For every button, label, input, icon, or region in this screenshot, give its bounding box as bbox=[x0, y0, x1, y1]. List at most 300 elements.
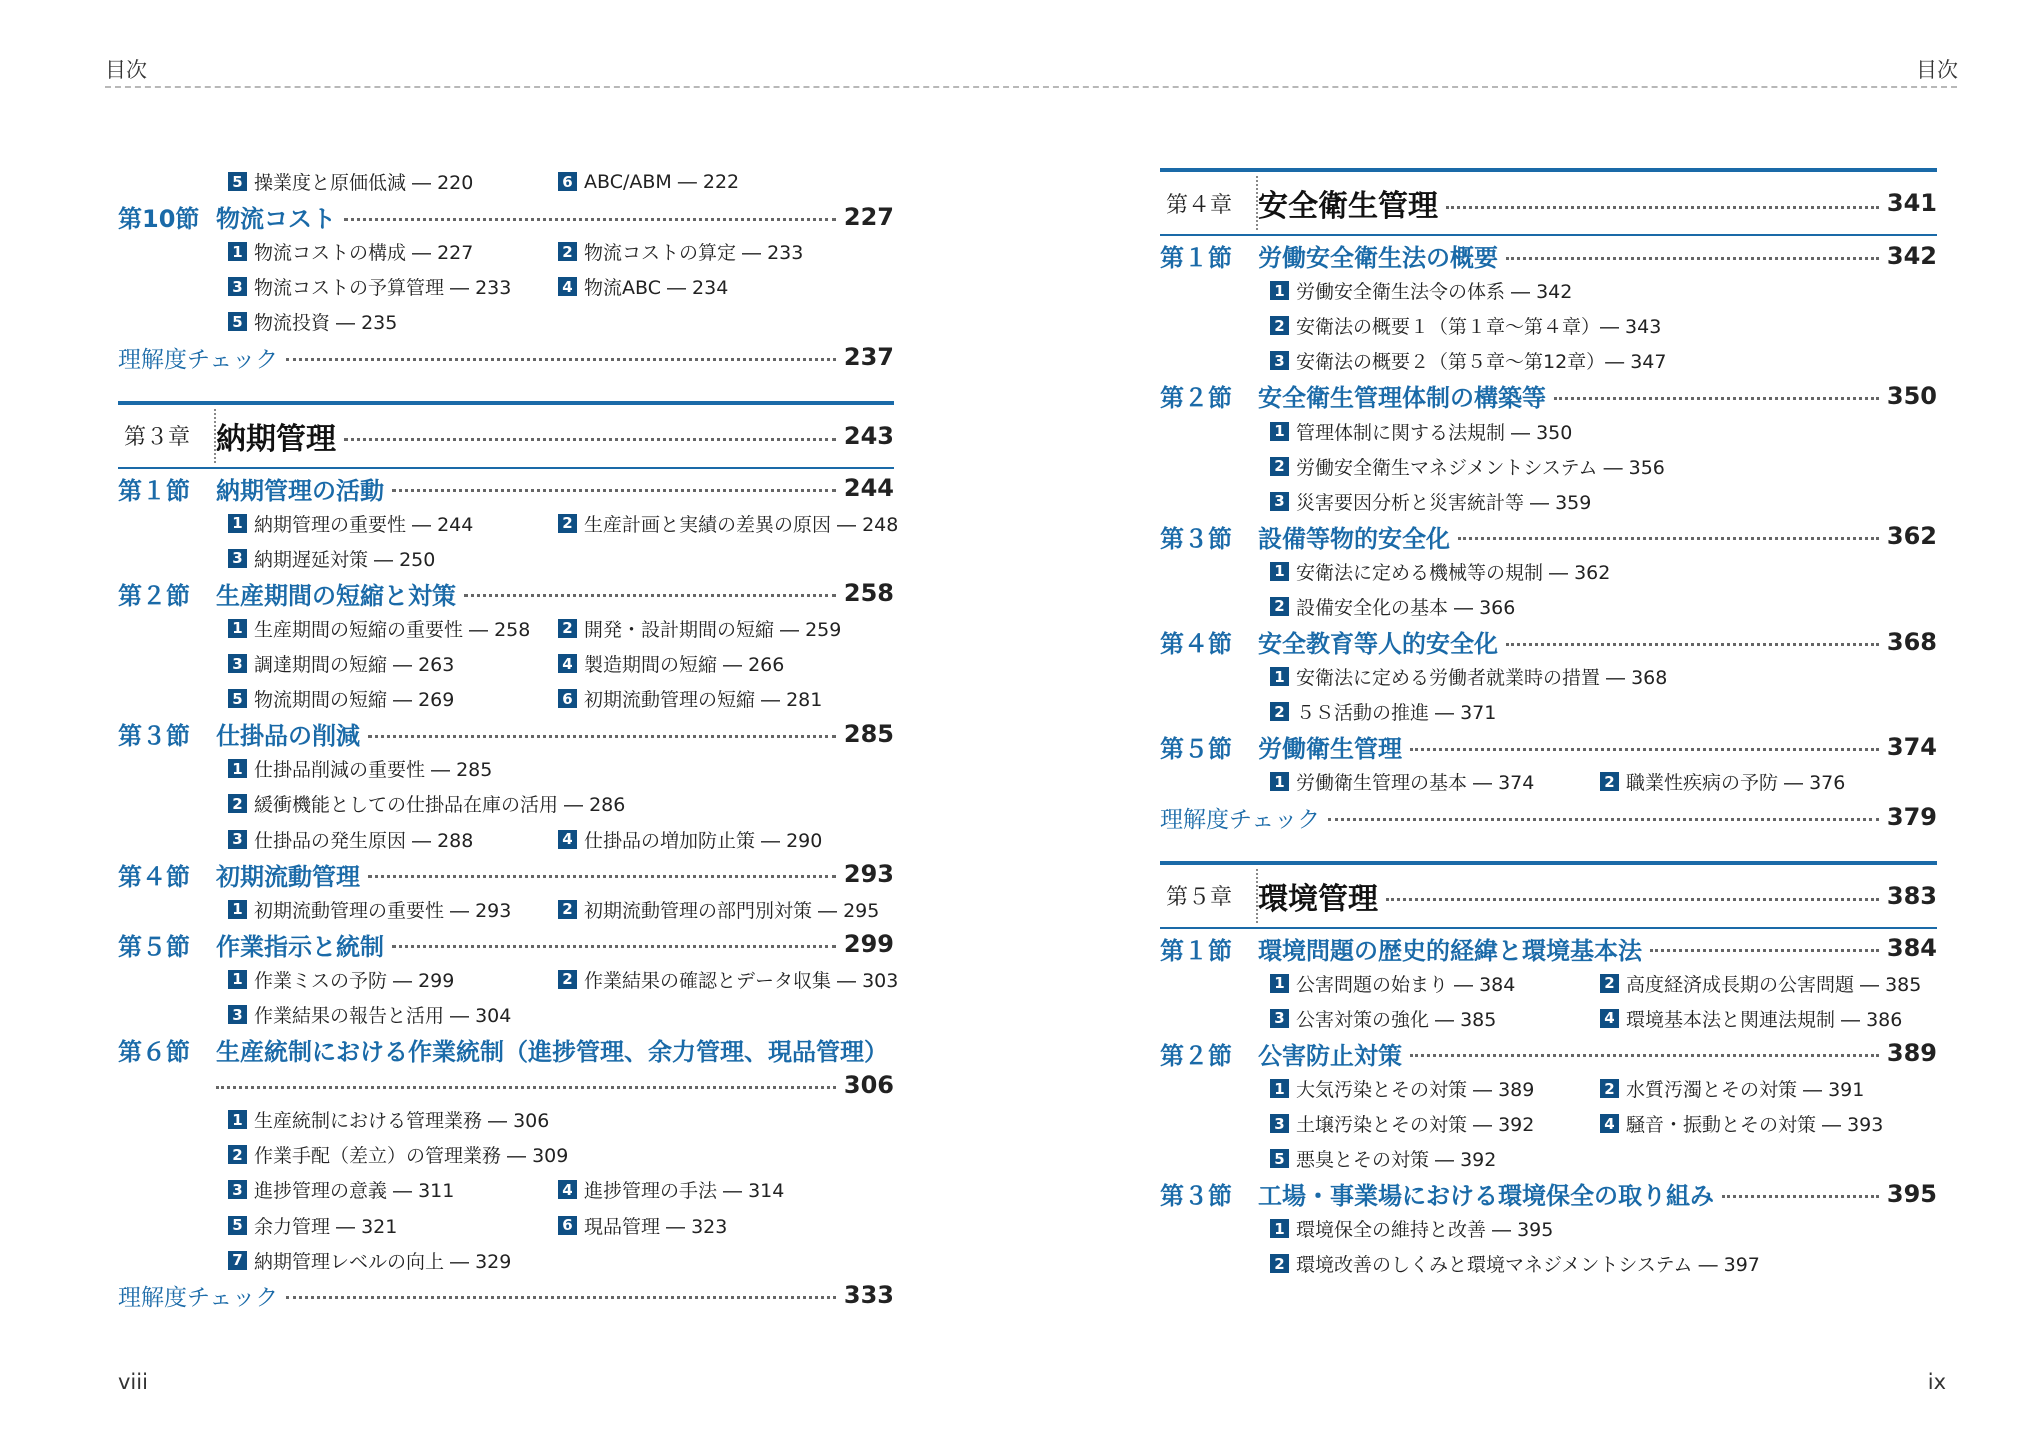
chapter-number: 第５章 bbox=[1166, 885, 1233, 911]
number-badge: 2 bbox=[1270, 597, 1289, 616]
section-number: 第２節 bbox=[1160, 1041, 1232, 1070]
subsection-item[interactable] bbox=[1270, 698, 1600, 725]
subsection-item[interactable] bbox=[228, 650, 558, 677]
chapter-divider bbox=[214, 409, 216, 463]
dot-leader bbox=[1410, 1054, 1879, 1057]
section-number: 第３節 bbox=[118, 722, 190, 751]
subsection-row bbox=[1160, 1141, 1937, 1176]
number-badge: 1 bbox=[228, 970, 247, 989]
section-entry[interactable] bbox=[1160, 378, 1937, 413]
subsection-label: 設備安全化の基本 ― 366 bbox=[1296, 596, 1516, 619]
subsection-label: 調達期間の短縮 ― 263 bbox=[254, 654, 455, 677]
subsection-item[interactable] bbox=[1600, 1005, 1902, 1032]
subsection-row bbox=[1160, 1246, 1937, 1281]
subsection-label: 公害問題の始まり ― 384 bbox=[1296, 973, 1516, 996]
subsection-row bbox=[118, 681, 894, 716]
subsection-row bbox=[1160, 1106, 1937, 1141]
subsection-item[interactable] bbox=[1270, 312, 1662, 339]
subsection-item[interactable] bbox=[228, 826, 558, 853]
subsection-label: ５Ｓ活動の推進 ― 371 bbox=[1296, 702, 1497, 725]
section-number: 第２節 bbox=[1160, 384, 1232, 413]
section-entry[interactable] bbox=[118, 927, 894, 962]
subsection-label: 作業ミスの予防 ― 299 bbox=[254, 969, 455, 992]
subsection-label: 仕掛品削減の重要性 ― 285 bbox=[254, 759, 493, 782]
number-badge: 2 bbox=[558, 900, 577, 919]
subsection-row bbox=[118, 997, 894, 1032]
subsection-item[interactable] bbox=[558, 826, 822, 853]
subsection-label: 物流コストの算定 ― 233 bbox=[584, 242, 804, 265]
section-entry[interactable] bbox=[1160, 624, 1937, 659]
subsection-item[interactable] bbox=[228, 1212, 558, 1239]
page-number: 258 bbox=[843, 579, 894, 608]
dot-leader bbox=[392, 945, 836, 948]
subsection-item[interactable] bbox=[228, 755, 558, 782]
subsection-item[interactable] bbox=[558, 1176, 784, 1203]
number-badge: 1 bbox=[1270, 281, 1289, 300]
number-badge: 6 bbox=[558, 1216, 577, 1235]
number-badge: 2 bbox=[228, 794, 247, 813]
subsection-item[interactable] bbox=[1600, 1075, 1864, 1102]
page-number: 237 bbox=[843, 343, 894, 372]
subsection-row bbox=[1160, 343, 1937, 378]
subsection-row bbox=[118, 646, 894, 681]
subsection-label: 初期流動管理の部門別対策 ― 295 bbox=[584, 899, 880, 922]
number-badge: 4 bbox=[558, 1180, 577, 1199]
chapter-heading[interactable] bbox=[1160, 168, 1937, 236]
subsection-item[interactable] bbox=[1270, 488, 1600, 515]
subsection-item[interactable] bbox=[228, 1106, 558, 1133]
subsection-label: 労働安全衛生マネジメントシステム ― 356 bbox=[1296, 456, 1665, 479]
subsection-label: ABC/ABM ― 222 bbox=[584, 170, 740, 193]
subsection-item[interactable] bbox=[558, 1212, 727, 1239]
subsection-item[interactable] bbox=[228, 1001, 558, 1028]
number-badge: 5 bbox=[228, 1216, 247, 1235]
subsection-label: 物流コストの予算管理 ― 233 bbox=[254, 277, 512, 300]
subsection-item[interactable] bbox=[228, 790, 625, 817]
subsection-row bbox=[1160, 659, 1937, 694]
number-badge: 1 bbox=[1270, 422, 1289, 441]
subsection-label: 仕掛品の増加防止策 ― 290 bbox=[584, 829, 823, 852]
subsection-item[interactable] bbox=[228, 168, 558, 195]
subsection-row bbox=[1160, 484, 1937, 519]
running-head-right: 目次 bbox=[1916, 58, 1958, 82]
section-entry[interactable] bbox=[118, 471, 894, 506]
subsection-item[interactable] bbox=[1600, 1110, 1883, 1137]
number-badge: 6 bbox=[558, 172, 577, 191]
check-label: 理解度チェック bbox=[118, 1284, 279, 1311]
subsection-row bbox=[1160, 1001, 1937, 1036]
check-label: 理解度チェック bbox=[1160, 806, 1321, 833]
subsection-item[interactable] bbox=[558, 238, 803, 265]
subsection-row bbox=[1160, 1071, 1937, 1106]
subsection-item[interactable] bbox=[1270, 277, 1600, 304]
number-badge: 2 bbox=[558, 970, 577, 989]
number-badge: 1 bbox=[228, 900, 247, 919]
section-entry[interactable] bbox=[1160, 931, 1937, 966]
number-badge: 3 bbox=[228, 654, 247, 673]
number-badge: 4 bbox=[1600, 1114, 1619, 1133]
dot-leader bbox=[1458, 537, 1879, 540]
subsection-row bbox=[1160, 966, 1937, 1001]
subsection-item[interactable] bbox=[228, 896, 558, 923]
subsection-item[interactable] bbox=[228, 545, 558, 572]
subsection-item[interactable] bbox=[558, 171, 739, 193]
section-title: 労働安全衛生法の概要 bbox=[1258, 244, 1498, 273]
section-number: 第３節 bbox=[1160, 1182, 1232, 1211]
subsection-label: 安衛法に定める労働者就業時の措置 ― 368 bbox=[1296, 667, 1668, 690]
number-badge: 2 bbox=[1270, 316, 1289, 335]
number-badge: 2 bbox=[558, 619, 577, 638]
subsection-item[interactable] bbox=[558, 510, 898, 537]
subsection-row bbox=[118, 164, 894, 199]
number-badge: 2 bbox=[1600, 974, 1619, 993]
subsection-label: 開発・設計期間の短縮 ― 259 bbox=[584, 618, 842, 641]
subsection-item[interactable] bbox=[228, 685, 558, 712]
page-number: 333 bbox=[843, 1281, 894, 1310]
check-label: 理解度チェック bbox=[118, 346, 279, 373]
section-title: 生産期間の短縮と対策 bbox=[216, 581, 456, 610]
subsection-item[interactable] bbox=[228, 966, 558, 993]
section-number: 第６節 bbox=[118, 1038, 190, 1067]
page-folio-right: ix bbox=[1927, 1370, 1946, 1394]
page-number: 299 bbox=[843, 930, 894, 959]
section-entry[interactable] bbox=[118, 716, 894, 751]
subsection-row bbox=[118, 1208, 894, 1243]
section-entry[interactable] bbox=[118, 576, 894, 611]
subsection-label: 大気汚染とその対策 ― 389 bbox=[1296, 1079, 1535, 1102]
subsection-item[interactable] bbox=[1270, 970, 1600, 997]
number-badge: 5 bbox=[228, 312, 247, 331]
section-title: 環境問題の歴史的経緯と環境基本法 bbox=[1258, 936, 1642, 965]
subsection-row bbox=[118, 1172, 894, 1207]
section-entry-continuation[interactable] bbox=[118, 1067, 894, 1102]
section-number: 第１節 bbox=[1160, 936, 1232, 965]
subsection-item[interactable] bbox=[1270, 1005, 1600, 1032]
number-badge: 1 bbox=[1270, 1079, 1289, 1098]
section-number: 第３節 bbox=[1160, 524, 1232, 553]
number-badge: 1 bbox=[1270, 974, 1289, 993]
subsection-label: 物流ABC ― 234 bbox=[584, 277, 729, 300]
subsection-item[interactable] bbox=[1600, 970, 1921, 997]
dot-leader bbox=[1386, 898, 1879, 901]
subsection-row bbox=[118, 786, 894, 821]
subsection-row bbox=[118, 269, 894, 304]
page-number: 350 bbox=[1886, 381, 1937, 410]
subsection-label: 生産統制における管理業務 ― 306 bbox=[254, 1110, 550, 1133]
section-number: 第５節 bbox=[1160, 735, 1232, 764]
subsection-item[interactable] bbox=[558, 615, 841, 642]
subsection-row bbox=[118, 822, 894, 857]
subsection-item[interactable] bbox=[1600, 768, 1845, 795]
dot-leader bbox=[368, 875, 836, 878]
subsection-row bbox=[118, 304, 894, 339]
subsection-row bbox=[1160, 308, 1937, 343]
subsection-item[interactable] bbox=[228, 1247, 558, 1274]
dot-leader bbox=[216, 1086, 836, 1089]
subsection-item[interactable] bbox=[1270, 1250, 1760, 1277]
page-number: 384 bbox=[1886, 934, 1937, 963]
dot-leader bbox=[368, 735, 836, 738]
section-entry[interactable] bbox=[1160, 1176, 1937, 1211]
subsection-item[interactable] bbox=[1270, 663, 1668, 690]
subsection-row bbox=[118, 506, 899, 541]
subsection-item[interactable] bbox=[558, 966, 898, 993]
page-number: 244 bbox=[843, 474, 894, 503]
subsection-label: 物流コストの構成 ― 227 bbox=[254, 242, 474, 265]
subsection-row bbox=[118, 1243, 894, 1278]
subsection-label: 納期管理レベルの向上 ― 329 bbox=[254, 1250, 512, 1273]
dot-leader bbox=[1722, 1195, 1879, 1198]
subsection-row bbox=[1160, 413, 1937, 448]
number-badge: 3 bbox=[228, 549, 247, 568]
number-badge: 2 bbox=[558, 514, 577, 533]
number-badge: 5 bbox=[228, 689, 247, 708]
subsection-label: 余力管理 ― 321 bbox=[254, 1215, 398, 1238]
section-title: 安全教育等人的安全化 bbox=[1258, 630, 1498, 659]
toc-right-page bbox=[1160, 164, 1937, 1282]
section-title: 安全衛生管理体制の構築等 bbox=[1258, 384, 1546, 413]
page-number: 362 bbox=[1886, 522, 1937, 551]
section-title: 仕掛品の削減 bbox=[216, 722, 360, 751]
subsection-label: 職業性疾病の予防 ― 376 bbox=[1626, 772, 1846, 795]
subsection-label: 生産計画と実績の差異の原因 ― 248 bbox=[584, 513, 899, 536]
section-entry[interactable] bbox=[1160, 729, 1937, 764]
subsection-label: 初期流動管理の重要性 ― 293 bbox=[254, 899, 512, 922]
comprehension-check-entry[interactable] bbox=[1160, 800, 1937, 835]
subsection-label: 高度経済成長期の公害問題 ― 385 bbox=[1626, 973, 1922, 996]
chapter-number: 第３章 bbox=[124, 425, 191, 451]
subsection-item[interactable] bbox=[228, 615, 558, 642]
subsection-label: 騒音・振動とその対策 ― 393 bbox=[1626, 1114, 1884, 1137]
subsection-row bbox=[1160, 694, 1937, 729]
subsection-row bbox=[1160, 589, 1937, 624]
subsection-item[interactable] bbox=[1270, 558, 1611, 585]
number-badge: 1 bbox=[228, 1110, 247, 1129]
subsection-item[interactable] bbox=[228, 273, 558, 300]
dot-leader bbox=[344, 438, 836, 441]
subsection-label: 環境基本法と関連法規制 ― 386 bbox=[1626, 1008, 1903, 1031]
running-head-left: 目次 bbox=[105, 58, 147, 82]
subsection-row bbox=[118, 611, 894, 646]
dot-leader bbox=[286, 358, 836, 361]
subsection-label: 安衛法に定める機械等の規制 ― 362 bbox=[1296, 561, 1611, 584]
chapter-heading[interactable] bbox=[1160, 861, 1937, 929]
subsection-row bbox=[118, 962, 899, 997]
number-badge: 4 bbox=[558, 277, 577, 296]
section-number: 第５節 bbox=[118, 932, 190, 961]
dot-leader bbox=[464, 594, 836, 597]
section-number: 第４節 bbox=[1160, 630, 1232, 659]
subsection-label: 労働衛生管理の基本 ― 374 bbox=[1296, 772, 1535, 795]
number-badge: 2 bbox=[228, 1145, 247, 1164]
subsection-item[interactable] bbox=[558, 273, 728, 300]
page-number: 389 bbox=[1886, 1039, 1937, 1068]
number-badge: 4 bbox=[1600, 1009, 1619, 1028]
subsection-item[interactable] bbox=[228, 1141, 569, 1168]
page-number: 368 bbox=[1886, 627, 1937, 656]
dot-leader bbox=[1328, 818, 1879, 821]
subsection-row bbox=[1160, 273, 1937, 308]
subsection-item[interactable] bbox=[1270, 768, 1600, 795]
page-number: 342 bbox=[1886, 241, 1937, 270]
page-number: 379 bbox=[1886, 803, 1937, 832]
number-badge: 1 bbox=[1270, 562, 1289, 581]
page-number: 227 bbox=[843, 202, 894, 231]
subsection-row bbox=[118, 541, 894, 576]
subsection-item[interactable] bbox=[1270, 1145, 1600, 1172]
page-number: 395 bbox=[1886, 1179, 1937, 1208]
page-number: 383 bbox=[1886, 881, 1937, 910]
subsection-label: 環境保全の維持と改善 ― 395 bbox=[1296, 1219, 1554, 1242]
dot-leader bbox=[1554, 397, 1879, 400]
comprehension-check-entry[interactable] bbox=[118, 1278, 894, 1313]
subsection-item[interactable] bbox=[558, 896, 879, 923]
subsection-item[interactable] bbox=[1270, 1075, 1600, 1102]
subsection-item[interactable] bbox=[558, 650, 784, 677]
dot-leader bbox=[286, 1296, 836, 1299]
subsection-item[interactable] bbox=[228, 1176, 558, 1203]
subsection-row bbox=[118, 892, 894, 927]
number-badge: 3 bbox=[228, 830, 247, 849]
number-badge: 2 bbox=[1270, 1254, 1289, 1273]
number-badge: 2 bbox=[1270, 702, 1289, 721]
section-number: 第４節 bbox=[118, 862, 190, 891]
number-badge: 3 bbox=[228, 1005, 247, 1024]
section-title: 公害防止対策 bbox=[1258, 1041, 1402, 1070]
subsection-item[interactable] bbox=[1270, 1215, 1600, 1242]
subsection-label: 現品管理 ― 323 bbox=[584, 1215, 728, 1238]
subsection-label: 操業度と原価低減 ― 220 bbox=[254, 172, 474, 195]
chapter-title: 環境管理 bbox=[1258, 881, 1378, 917]
subsection-item[interactable] bbox=[1270, 453, 1665, 480]
subsection-label: 安衛法の概要１（第１章～第４章）― 343 bbox=[1296, 316, 1662, 339]
subsection-item[interactable] bbox=[558, 685, 822, 712]
dot-leader bbox=[1506, 257, 1879, 260]
toc-left-page bbox=[118, 164, 899, 1313]
number-badge: 1 bbox=[228, 759, 247, 778]
subsection-item[interactable] bbox=[1270, 1110, 1600, 1137]
subsection-label: 災害要因分析と災害統計等 ― 359 bbox=[1296, 491, 1592, 514]
subsection-row bbox=[118, 1137, 894, 1172]
subsection-label: 物流投資 ― 235 bbox=[254, 312, 398, 335]
subsection-item[interactable] bbox=[1270, 418, 1600, 445]
section-title: 作業指示と統制 bbox=[216, 932, 384, 961]
number-badge: 3 bbox=[228, 277, 247, 296]
subsection-row bbox=[118, 751, 894, 786]
subsection-label: 管理体制に関する法規制 ― 350 bbox=[1296, 421, 1573, 444]
number-badge: 3 bbox=[1270, 1114, 1289, 1133]
subsection-item[interactable] bbox=[228, 238, 558, 265]
section-entry[interactable] bbox=[1160, 1036, 1937, 1071]
chapter-title: 納期管理 bbox=[216, 421, 336, 457]
subsection-item[interactable] bbox=[228, 308, 558, 335]
section-entry[interactable] bbox=[118, 199, 894, 234]
number-badge: 1 bbox=[228, 514, 247, 533]
subsection-label: 作業手配（差立）の管理業務 ― 309 bbox=[254, 1145, 569, 1168]
dot-leader bbox=[392, 489, 836, 492]
section-entry[interactable] bbox=[1160, 238, 1937, 273]
subsection-label: 作業結果の確認とデータ収集 ― 303 bbox=[584, 969, 899, 992]
page-number: 374 bbox=[1886, 732, 1937, 761]
number-badge: 4 bbox=[558, 654, 577, 673]
subsection-row bbox=[118, 234, 894, 269]
subsection-row bbox=[1160, 554, 1937, 589]
subsection-item[interactable] bbox=[1270, 347, 1667, 374]
subsection-label: 生産期間の短縮の重要性 ― 258 bbox=[254, 618, 531, 641]
number-badge: 3 bbox=[1270, 1009, 1289, 1028]
number-badge: 3 bbox=[228, 1180, 247, 1199]
chapter-divider bbox=[1256, 176, 1258, 230]
dot-leader bbox=[1446, 206, 1879, 209]
number-badge: 2 bbox=[558, 242, 577, 261]
subsection-label: 製造期間の短縮 ― 266 bbox=[584, 654, 785, 677]
subsection-label: 労働安全衛生法令の体系 ― 342 bbox=[1296, 281, 1573, 304]
subsection-label: 納期管理の重要性 ― 244 bbox=[254, 513, 474, 536]
dot-leader bbox=[1410, 748, 1879, 751]
section-number: 第２節 bbox=[118, 581, 190, 610]
section-number: 第１節 bbox=[118, 476, 190, 505]
number-badge: 5 bbox=[1270, 1149, 1289, 1168]
subsection-label: 進捗管理の意義 ― 311 bbox=[254, 1180, 455, 1203]
subsection-label: 納期遅延対策 ― 250 bbox=[254, 548, 436, 571]
number-badge: 1 bbox=[228, 619, 247, 638]
number-badge: 3 bbox=[1270, 492, 1289, 511]
subsection-row bbox=[118, 1102, 894, 1137]
section-title: 物流コスト bbox=[216, 205, 336, 234]
subsection-label: 物流期間の短縮 ― 269 bbox=[254, 689, 455, 712]
dot-leader bbox=[344, 218, 836, 221]
header-dashed-rule bbox=[105, 86, 1957, 88]
number-badge: 1 bbox=[228, 242, 247, 261]
subsection-label: 進捗管理の手法 ― 314 bbox=[584, 1180, 785, 1203]
number-badge: 2 bbox=[1600, 772, 1619, 791]
chapter-title: 安全衛生管理 bbox=[1258, 189, 1438, 224]
section-title: 労働衛生管理 bbox=[1258, 735, 1402, 764]
section-entry[interactable] bbox=[118, 1032, 894, 1067]
number-badge: 1 bbox=[1270, 1219, 1289, 1238]
page-number: 285 bbox=[843, 719, 894, 748]
number-badge: 2 bbox=[1270, 457, 1289, 476]
subsection-item[interactable] bbox=[1270, 593, 1600, 620]
number-badge: 2 bbox=[1600, 1079, 1619, 1098]
chapter-number: 第４章 bbox=[1166, 192, 1233, 218]
subsection-row bbox=[1160, 449, 1937, 484]
subsection-label: 水質汚濁とその対策 ― 391 bbox=[1626, 1079, 1865, 1102]
dot-leader bbox=[1506, 643, 1879, 646]
section-title: 生産統制における作業統制（進捗管理、余力管理、現品管理） bbox=[216, 1038, 888, 1067]
subsection-label: 仕掛品の発生原因 ― 288 bbox=[254, 829, 474, 852]
section-entry[interactable] bbox=[118, 857, 894, 892]
section-number: 第１節 bbox=[1160, 244, 1232, 273]
number-badge: 6 bbox=[558, 689, 577, 708]
subsection-label: 緩衝機能としての仕掛品在庫の活用 ― 286 bbox=[254, 794, 626, 817]
subsection-label: 作業結果の報告と活用 ― 304 bbox=[254, 1005, 512, 1028]
chapter-heading[interactable] bbox=[118, 401, 894, 469]
section-title: 工場・事業場における環境保全の取り組み bbox=[1258, 1182, 1714, 1211]
subsection-label: 環境改善のしくみと環境マネジメントシステム ― 397 bbox=[1296, 1254, 1760, 1277]
subsection-label: 土壌汚染とその対策 ― 392 bbox=[1296, 1114, 1535, 1137]
section-title: 初期流動管理 bbox=[216, 862, 360, 891]
subsection-item[interactable] bbox=[228, 510, 558, 537]
number-badge: 3 bbox=[1270, 351, 1289, 370]
section-number: 第10節 bbox=[118, 205, 200, 234]
page-number: 306 bbox=[843, 1070, 894, 1099]
number-badge: 1 bbox=[1270, 772, 1289, 791]
comprehension-check-entry[interactable] bbox=[118, 339, 894, 374]
number-badge: 1 bbox=[1270, 667, 1289, 686]
section-entry[interactable] bbox=[1160, 519, 1937, 554]
chapter-divider bbox=[1256, 869, 1258, 923]
